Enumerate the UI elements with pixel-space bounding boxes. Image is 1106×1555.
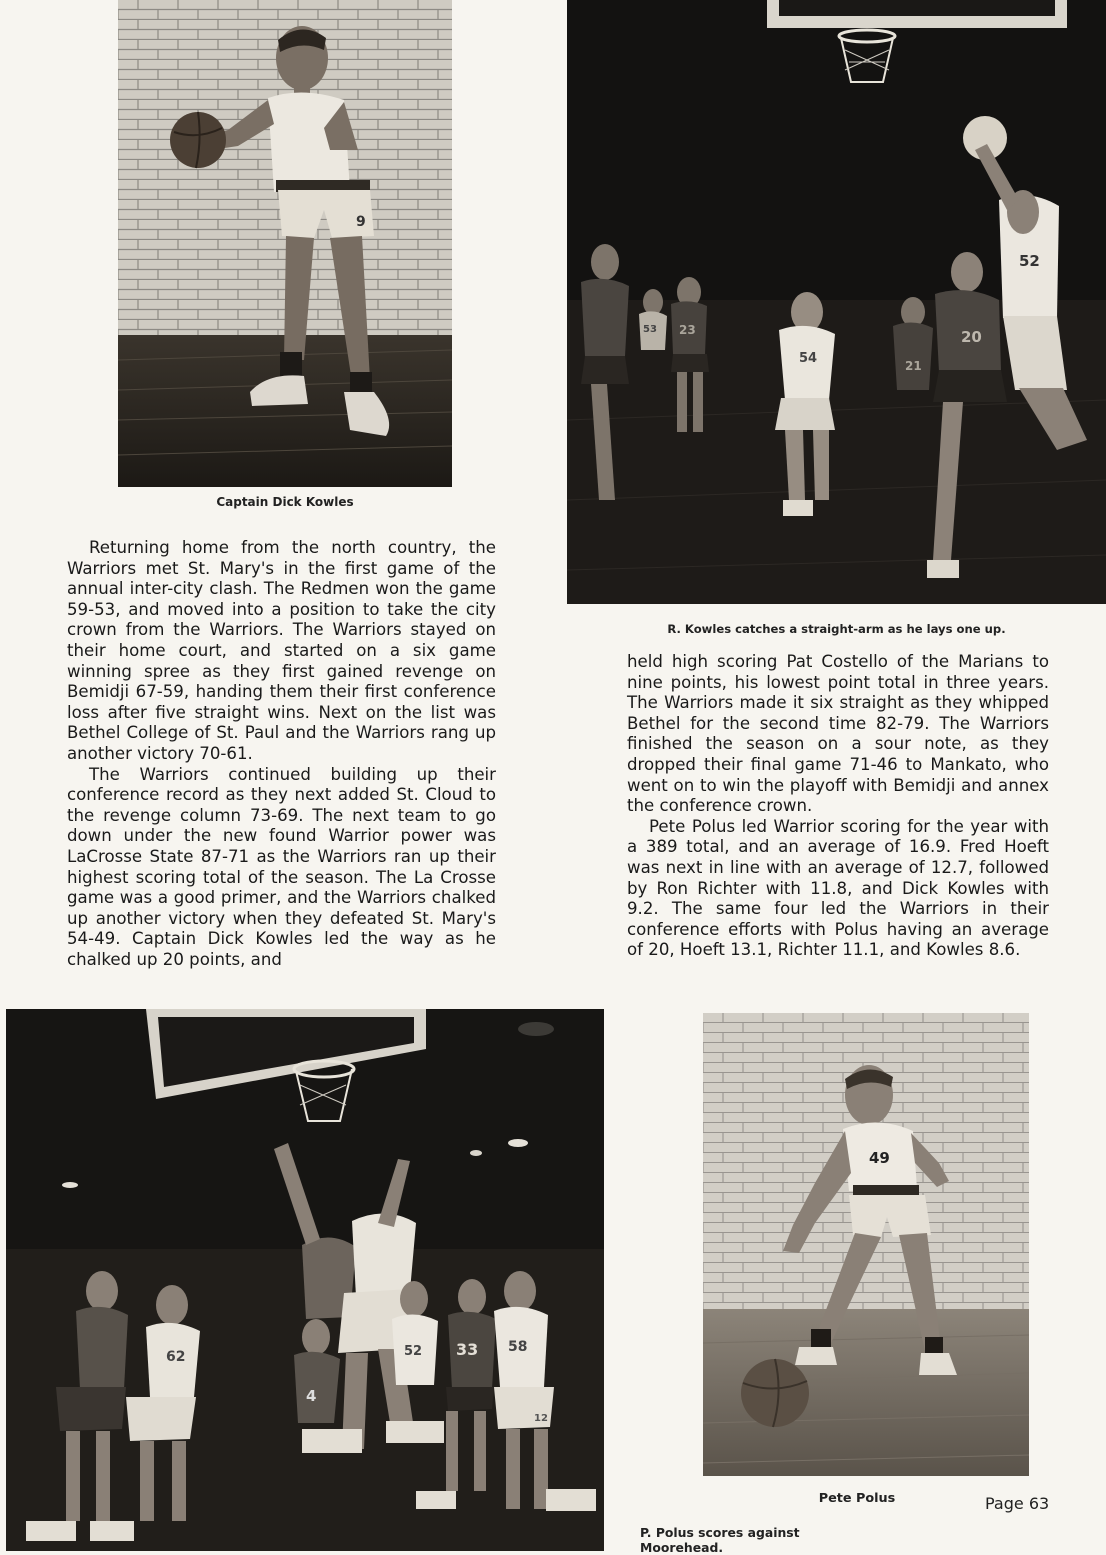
jersey-58: 58 (508, 1339, 528, 1355)
jersey-21: 21 (905, 359, 922, 373)
jersey-53: 53 (643, 324, 657, 335)
article-left-column (67, 538, 496, 970)
right-paragraph-2: Pete Polus led Warrior scoring for the year with a 389 total, and an average of 16.9. Fred Hoeft was next in line with an average of 12.7, followed by Ron Richter with 11.8, and Dick Kowles with 9.2. The same four led the Warriors in their conference efforts with Polus having an average of 20, Hoeft 13.1, Richter 11.1, and Kowles 8.6. (627, 816, 1049, 960)
left-paragraph-2: The Warriors continued building up their conference record as they next added St. Cloud to the revenge column 73-69. The next team to go down under the new found Warrior power was LaCrosse State 87-71 as the Warriors ran up their highest scoring total of the season. The La Crosse game was a good primer, and the Warriors chalked up another victory when they defeated St. Mary's 54-49. Captain Dick Kowles led the way as he chalked up 20 points, and (67, 764, 496, 969)
jersey-23: 23 (679, 323, 696, 337)
captain-jersey-number: 9 (356, 214, 366, 230)
caption-captain-dick-kowles: Captain Dick Kowles (216, 495, 354, 509)
photo-kowles-layup (567, 0, 1106, 604)
jersey-52-bottom: 52 (404, 1344, 423, 1359)
left-paragraph-1: Returning home from the north country, the Warriors met St. Mary's in the first game of the annual inter-city clash. The Redmen won the game 59-53, and moved into a position to take the city crown from the Warriors. The Warriors stayed on their home court, and started on a six game winning spree as they first gained revenge on Bemidji 67-59, handing them their first conference loss after five straight wins. Next on the list was Bethel College of St. Paul and the Warriors rang up another victory 70-61. (67, 538, 496, 763)
caption-pete-polus: Pete Polus (818, 1491, 896, 1506)
caption-kowles-layup: R. Kowles catches a straight-arm as he lays one up. (667, 622, 1006, 636)
jersey-4: 4 (306, 1387, 317, 1405)
jersey-20: 20 (961, 328, 982, 346)
photo-pete-polus (703, 1013, 1029, 1476)
jersey-54: 54 (799, 351, 818, 366)
photo-captain-dick-kowles (118, 0, 452, 487)
jersey-52: 52 (1019, 252, 1040, 270)
caption-polus-scores: P. Polus scores against Moorehead. (640, 1525, 800, 1555)
jersey-62: 62 (166, 1349, 186, 1365)
page-number: Page 63 (985, 1494, 1050, 1513)
article-right-column (627, 652, 1049, 961)
right-paragraph-1: held high scoring Pat Costello of the Marians to nine points, his lowest point total in three years. The Warriors made it six straight as they whipped Bethel for the second time 82-79. The Warriors finished the season on a sour note, as they dropped their final game 71-46 to Mankato, who went on to win the playoff with Bemidji and annex the conference crown. (627, 652, 1049, 816)
jersey-12: 12 (534, 1413, 548, 1424)
polus-jersey-number: 49 (869, 1149, 890, 1167)
jersey-33: 33 (456, 1340, 479, 1359)
photo-polus-scores (6, 1009, 604, 1551)
